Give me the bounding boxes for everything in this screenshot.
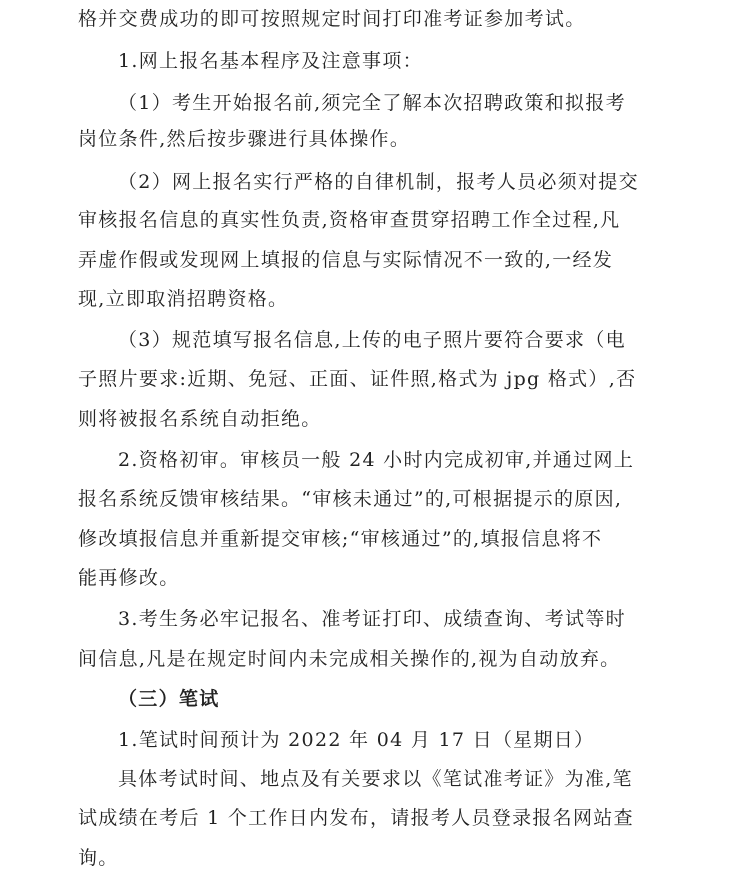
text-line-9: （3）规范填写报名信息,上传的电子照片要符合要求（电 — [118, 329, 626, 351]
text-line-22: 询。 — [78, 847, 119, 869]
text-line-14: 修改填报信息并重新提交审核;“审核通过”的,填报信息将不 — [78, 528, 603, 550]
text-line-20: 具体考试时间、地点及有关要求以《笔试准考证》为准,笔 — [118, 768, 633, 790]
text-line-4: 岗位条件,然后按步骤进行具体操作。 — [78, 128, 411, 150]
text-line-10: 子照片要求:近期、免冠、正面、证件照,格式为 jpg 格式）,否 — [78, 368, 637, 390]
section-heading-written-exam: （三）笔试 — [118, 688, 220, 710]
text-line-12: 2.资格初审。审核员一般 24 小时内完成初审,并通过网上 — [118, 449, 635, 471]
text-line-8: 现,立即取消招聘资格。 — [78, 288, 289, 310]
text-line-11: 则将被报名系统自动拒绝。 — [78, 408, 322, 430]
text-line-2: 1.网上报名基本程序及注意事项： — [118, 50, 423, 72]
text-line-21: 试成绩在考后 1 个工作日内发布，请报考人员登录报名网站查 — [78, 807, 634, 829]
text-line-13: 报名系统反馈审核结果。“审核未通过”的,可根据提示的原因, — [78, 488, 623, 510]
text-line-17: 间信息,凡是在规定时间内未完成相关操作的,视为自动放弃。 — [78, 648, 621, 670]
text-line-6: 审核报名信息的真实性负责,资格审查贯穿招聘工作全过程,凡 — [78, 209, 621, 231]
text-line-7: 弄虚作假或发现网上填报的信息与实际情况不一致的,一经发 — [78, 249, 614, 271]
text-line-15: 能再修改。 — [78, 567, 180, 589]
text-line-16: 3.考生务必牢记报名、准考证打印、成绩查询、考试等时 — [118, 608, 626, 630]
text-line-5: （2）网上报名实行严格的自律机制，报考人员必须对提交 — [118, 171, 639, 193]
text-line-1: 格并交费成功的即可按照规定时间打印准考证参加考试。 — [78, 8, 586, 30]
text-line-19: 1.笔试时间预计为 2022 年 04 月 17 日（星期日） — [118, 729, 595, 751]
text-line-3: （1）考生开始报名前,须完全了解本次招聘政策和拟报考 — [118, 92, 626, 114]
